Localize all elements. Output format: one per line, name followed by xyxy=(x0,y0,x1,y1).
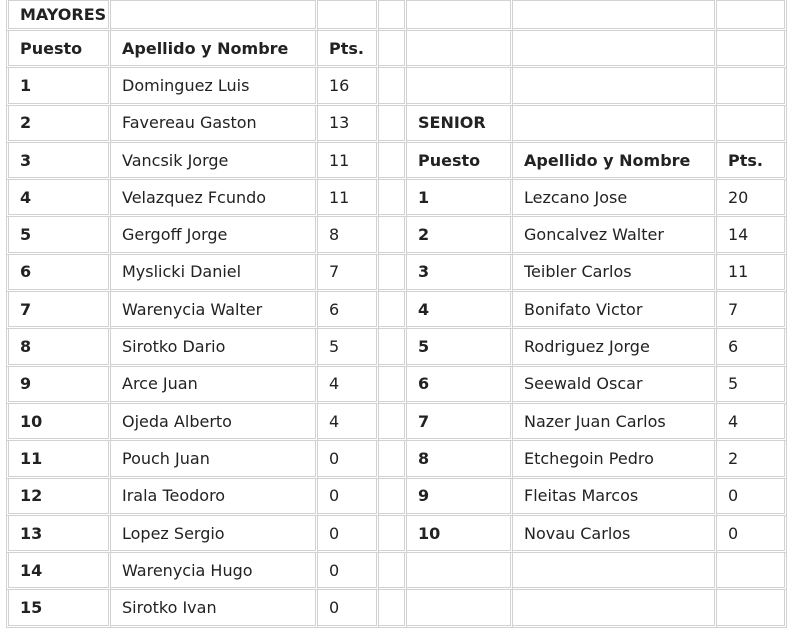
senior-pts: 7 xyxy=(717,292,787,329)
senior-title: SENIOR xyxy=(407,106,513,143)
mayores-pts: 0 xyxy=(318,479,379,516)
mayores-pts: 11 xyxy=(318,180,379,217)
mayores-header-nombre: Apellido y Nombre xyxy=(111,31,318,68)
empty-cell xyxy=(717,68,787,105)
mayores-nombre: Arce Juan xyxy=(111,367,318,404)
senior-pts: 20 xyxy=(717,180,787,217)
empty-cell xyxy=(407,0,513,31)
spacer-cell xyxy=(379,106,407,143)
table-row xyxy=(6,367,787,404)
senior-puesto: 9 xyxy=(407,479,513,516)
senior-nombre: Rodriguez Jorge xyxy=(513,329,717,366)
mayores-nombre: Warenycia Hugo xyxy=(111,553,318,590)
mayores-puesto: 11 xyxy=(6,441,111,478)
empty-cell xyxy=(407,590,513,627)
mayores-pts: 16 xyxy=(318,68,379,105)
senior-pts: 4 xyxy=(717,404,787,441)
mayores-pts: 8 xyxy=(318,217,379,254)
standings-grid xyxy=(6,0,787,628)
table-row xyxy=(6,516,787,553)
senior-header-puesto: Puesto xyxy=(407,143,513,180)
table-row xyxy=(6,68,787,105)
mayores-pts: 0 xyxy=(318,590,379,627)
senior-nombre: Fleitas Marcos xyxy=(513,479,717,516)
table-row xyxy=(6,404,787,441)
mayores-puesto: 2 xyxy=(6,106,111,143)
empty-cell xyxy=(513,553,717,590)
empty-cell xyxy=(717,106,787,143)
mayores-puesto: 5 xyxy=(6,217,111,254)
mayores-puesto: 3 xyxy=(6,143,111,180)
mayores-puesto: 12 xyxy=(6,479,111,516)
empty-cell xyxy=(717,0,787,31)
mayores-puesto: 10 xyxy=(6,404,111,441)
table-row xyxy=(6,479,787,516)
spacer-cell xyxy=(379,255,407,292)
spacer-cell xyxy=(379,404,407,441)
table-row xyxy=(6,329,787,366)
senior-pts: 11 xyxy=(717,255,787,292)
senior-puesto: 2 xyxy=(407,217,513,254)
table-row xyxy=(6,590,787,627)
senior-puesto: 10 xyxy=(407,516,513,553)
mayores-title: MAYORES xyxy=(6,0,111,31)
table-row xyxy=(6,0,787,31)
mayores-pts: 11 xyxy=(318,143,379,180)
senior-nombre: Teibler Carlos xyxy=(513,255,717,292)
spacer-cell xyxy=(379,590,407,627)
mayores-pts: 6 xyxy=(318,292,379,329)
empty-cell xyxy=(407,68,513,105)
empty-cell xyxy=(407,553,513,590)
mayores-puesto: 1 xyxy=(6,68,111,105)
table-row xyxy=(6,31,787,68)
senior-pts: 5 xyxy=(717,367,787,404)
mayores-puesto: 7 xyxy=(6,292,111,329)
senior-pts: 0 xyxy=(717,479,787,516)
senior-puesto: 8 xyxy=(407,441,513,478)
spacer-cell xyxy=(379,31,407,68)
spacer-cell xyxy=(379,367,407,404)
mayores-puesto: 14 xyxy=(6,553,111,590)
senior-nombre: Seewald Oscar xyxy=(513,367,717,404)
mayores-nombre: Dominguez Luis xyxy=(111,68,318,105)
spacer-cell xyxy=(379,0,407,31)
empty-cell xyxy=(513,31,717,68)
mayores-nombre: Myslicki Daniel xyxy=(111,255,318,292)
spacer-cell xyxy=(379,516,407,553)
senior-nombre: Lezcano Jose xyxy=(513,180,717,217)
table-row xyxy=(6,255,787,292)
senior-puesto: 5 xyxy=(407,329,513,366)
empty-cell xyxy=(717,590,787,627)
spacer-cell xyxy=(379,292,407,329)
empty-cell xyxy=(513,68,717,105)
senior-header-nombre: Apellido y Nombre xyxy=(513,143,717,180)
mayores-nombre: Gergoff Jorge xyxy=(111,217,318,254)
mayores-nombre: Sirotko Dario xyxy=(111,329,318,366)
spacer-cell xyxy=(379,217,407,254)
mayores-header-puesto: Puesto xyxy=(6,31,111,68)
mayores-pts: 4 xyxy=(318,367,379,404)
spacer-cell xyxy=(379,479,407,516)
mayores-puesto: 13 xyxy=(6,516,111,553)
mayores-pts: 0 xyxy=(318,553,379,590)
mayores-puesto: 4 xyxy=(6,180,111,217)
mayores-nombre: Favereau Gaston xyxy=(111,106,318,143)
senior-nombre: Nazer Juan Carlos xyxy=(513,404,717,441)
senior-puesto: 1 xyxy=(407,180,513,217)
mayores-nombre: Lopez Sergio xyxy=(111,516,318,553)
senior-nombre: Goncalvez Walter xyxy=(513,217,717,254)
mayores-pts: 5 xyxy=(318,329,379,366)
mayores-puesto: 15 xyxy=(6,590,111,627)
mayores-pts: 7 xyxy=(318,255,379,292)
spacer-cell xyxy=(379,143,407,180)
senior-puesto: 7 xyxy=(407,404,513,441)
empty-cell xyxy=(111,0,318,31)
empty-cell xyxy=(513,106,717,143)
mayores-puesto: 6 xyxy=(6,255,111,292)
mayores-puesto: 9 xyxy=(6,367,111,404)
mayores-nombre: Warenycia Walter xyxy=(111,292,318,329)
senior-nombre: Novau Carlos xyxy=(513,516,717,553)
mayores-pts: 0 xyxy=(318,516,379,553)
mayores-nombre: Ojeda Alberto xyxy=(111,404,318,441)
senior-pts: 14 xyxy=(717,217,787,254)
table-row xyxy=(6,106,787,143)
mayores-header-pts: Pts. xyxy=(318,31,379,68)
table-row xyxy=(6,441,787,478)
empty-cell xyxy=(513,590,717,627)
standings-grid-body xyxy=(6,0,787,628)
table-row xyxy=(6,143,787,180)
mayores-nombre: Pouch Juan xyxy=(111,441,318,478)
table-row xyxy=(6,553,787,590)
table-row xyxy=(6,217,787,254)
table-row xyxy=(6,180,787,217)
mayores-nombre: Velazquez Fcundo xyxy=(111,180,318,217)
spacer-cell xyxy=(379,180,407,217)
empty-cell xyxy=(407,31,513,68)
table-row xyxy=(6,292,787,329)
senior-nombre: Etchegoin Pedro xyxy=(513,441,717,478)
mayores-nombre: Irala Teodoro xyxy=(111,479,318,516)
empty-cell xyxy=(717,553,787,590)
senior-puesto: 6 xyxy=(407,367,513,404)
empty-cell xyxy=(717,31,787,68)
senior-pts: 6 xyxy=(717,329,787,366)
senior-puesto: 3 xyxy=(407,255,513,292)
senior-pts: 2 xyxy=(717,441,787,478)
senior-pts: 0 xyxy=(717,516,787,553)
mayores-nombre: Vancsik Jorge xyxy=(111,143,318,180)
spacer-cell xyxy=(379,329,407,366)
spacer-cell xyxy=(379,441,407,478)
empty-cell xyxy=(513,0,717,31)
senior-header-pts: Pts. xyxy=(717,143,787,180)
mayores-pts: 13 xyxy=(318,106,379,143)
spacer-cell xyxy=(379,68,407,105)
empty-cell xyxy=(318,0,379,31)
senior-puesto: 4 xyxy=(407,292,513,329)
senior-nombre: Bonifato Victor xyxy=(513,292,717,329)
mayores-pts: 4 xyxy=(318,404,379,441)
mayores-puesto: 8 xyxy=(6,329,111,366)
mayores-nombre: Sirotko Ivan xyxy=(111,590,318,627)
spacer-cell xyxy=(379,553,407,590)
mayores-pts: 0 xyxy=(318,441,379,478)
